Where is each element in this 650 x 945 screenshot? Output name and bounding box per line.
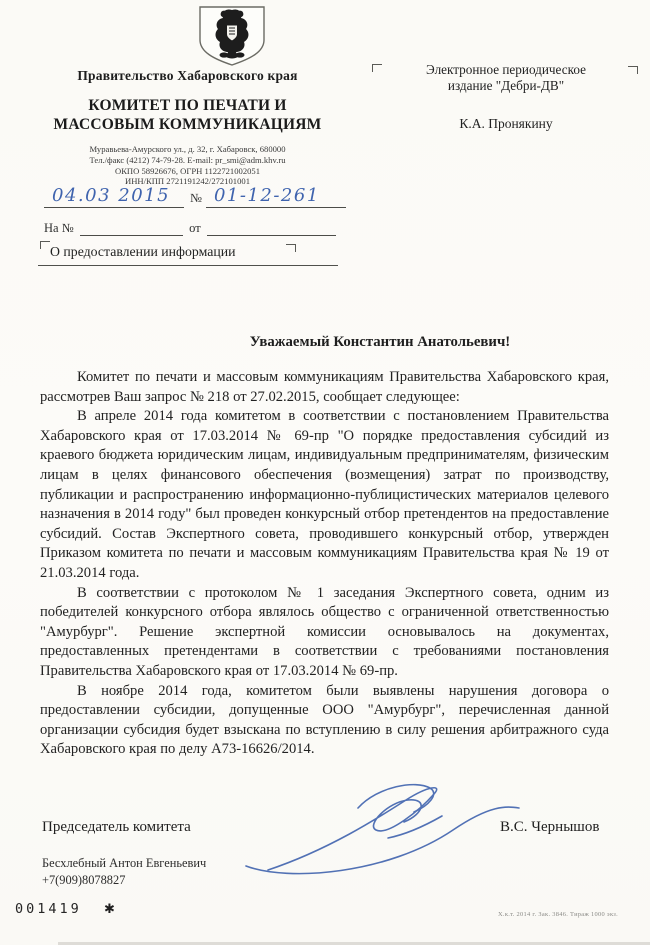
outgoing-reference-row	[44, 185, 342, 208]
address-line: Муравьева-Амурского ул., д. 32, г. Хабаровск, 680000	[89, 144, 286, 154]
executor-phone: +7(909)8078827	[42, 872, 126, 887]
address-line: ИНН/КПП 2721191242/272101001	[124, 176, 250, 187]
government-title: Правительство Хабаровского края	[77, 68, 298, 83]
letterhead-address	[30, 144, 345, 187]
reply-number-label: На №	[44, 221, 74, 235]
salutation: Уважаемый Константин Анатольевич!	[249, 334, 511, 350]
outgoing-date-field	[44, 185, 184, 208]
body-paragraph: Комитет по печати и массовым коммуникациям Правительства Хабаровского края, рассмотрев Ваш запрос № 218 от 27.02.2015, сообщает следующее:	[40, 369, 609, 405]
committee-name	[30, 97, 345, 134]
address-line: ОКПО 58926676, ОГРН 1122721002051	[114, 165, 261, 176]
reply-from-label: от	[189, 221, 201, 235]
addressee-block	[372, 62, 640, 93]
body-paragraph: В апреле 2014 года комитетом в соответствии с постановлением Правительства Хабаровского края от 17.03.2014 № 69-пр "О порядке предоставления субсидий из краевого бюджета юридическим лицам, индивидуальным предпринимателям, физическим лицам в целях финансового обеспечения (возмещения) затрат по производству, публикации и распространению информационно-публицистических материалов целевого назначения в 2014 году" был проведен конкурсный отбор претендентов на предоставление субсидий. Состав Экспертного совета, проводившего конкурсный отбор, утвержден Приказом комитета по печати и массовым коммуникациям Правительства края № 19 от 21.03.2014 года.	[40, 408, 609, 581]
signer-name: В.С. Чернышов	[500, 819, 600, 835]
addressee-person: К.А. Пронякину	[459, 116, 553, 131]
outgoing-number-field	[206, 185, 346, 208]
corner-mark-icon	[628, 66, 638, 74]
subject-block	[38, 240, 338, 266]
letterhead-org-block	[30, 68, 345, 134]
committee-name-line1: КОМИТЕТ ПО ПЕЧАТИ И	[88, 97, 287, 114]
corner-mark-icon	[372, 64, 382, 72]
address-line: Тел./факс (4212) 74-79-28. E-mail: pr_smi@adm.khv.ru	[89, 154, 286, 165]
letter-body	[40, 368, 609, 760]
committee-name-line2: МАССОВЫМ КОММУНИКАЦИЯМ	[53, 115, 322, 133]
corner-mark-icon	[40, 241, 50, 249]
handwritten-signature	[238, 778, 523, 888]
body-paragraph: В соответствии с протоколом № 1 заседания Экспертного совета, одним из победителей конкурсного отбора являлось общество с ограниченной ответственностью "Амурбург". Решение экспертной комиссии основывалось на документах, предоставленных претендентами в соответствии с требованиями постановления Правительства Хабаровского края от 17.03.2014 № 69-пр.	[40, 584, 609, 679]
reply-number-blank	[80, 221, 183, 236]
corner-mark-icon	[286, 244, 296, 252]
handwritten-date: 04.03 2015	[52, 185, 171, 206]
body-paragraph: В ноябре 2014 года, комитетом были выявлены нарушения договора о предоставлении субсидии, допущенные ООО "Амурбург", перечисленная данной организации субсидия будет взыскана по вступлению в силу решения арбитражного суда Хабаровского края по делу А73-16626/2014.	[40, 682, 609, 758]
executor-contact	[42, 855, 206, 888]
executor-name: Бесхлебный Антон Евгеньевич	[42, 856, 207, 870]
number-sign-label: №	[190, 191, 202, 205]
reply-reference-row	[44, 221, 342, 236]
asterisk-mark-icon: ✱	[104, 901, 115, 916]
handwritten-number: 01-12-261	[213, 185, 320, 206]
reply-date-blank	[207, 221, 336, 236]
signer-position: Председатель комитета	[42, 819, 191, 835]
subject-line: О предоставлении информации	[50, 244, 236, 259]
khabarovsk-coat-of-arms-icon	[190, 4, 274, 68]
print-house-info: Х.к.т. 2014 г. Зак. 3846. Тираж 1000 экз.	[498, 911, 618, 918]
addressee-org-line2: издание "Дебри-ДВ"	[447, 77, 565, 93]
form-serial-number: 001419	[15, 901, 82, 917]
addressee-org-line1: Электронное периодическое	[426, 62, 586, 77]
